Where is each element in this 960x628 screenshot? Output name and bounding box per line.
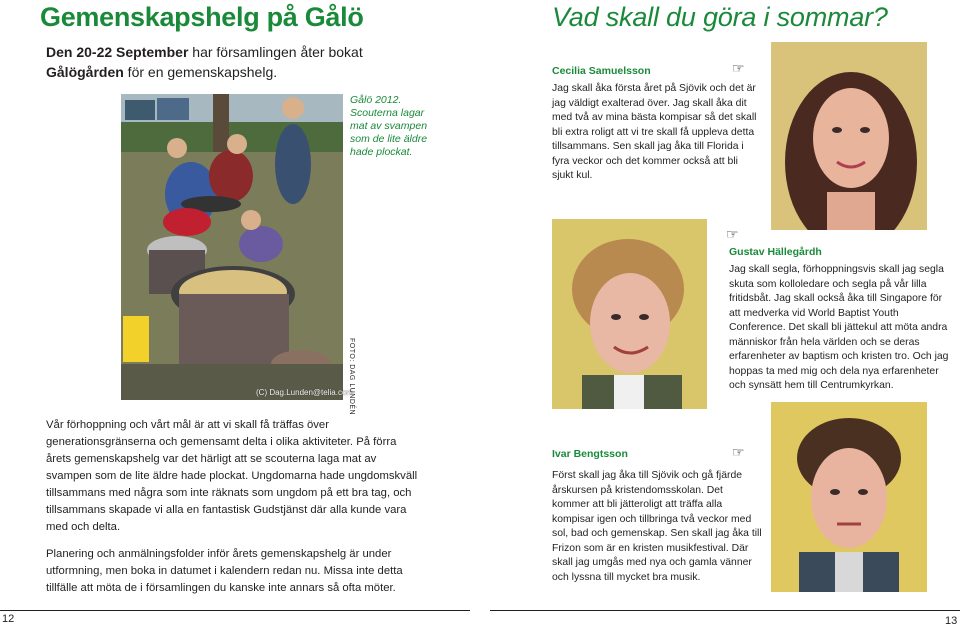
photo-credit: FOTO: DAG LUNDÉN (348, 338, 355, 416)
person-text-ivar: Först skall jag åka till Sjövik och gå fjärde årskursen på kristendomsskolan. Det kommer att bli jätteroligt att träffa alla kompisar igen och tillbringa två veckor med sol, bad och gemenskap. Sen skall jag åka till Frizon som är en kristen musikfestival. Där skall jag umgås med nya och gamla vänner och lyssna till mycket bra musik. (552, 470, 762, 583)
person-name-ivar: Ivar Bengtsson (552, 448, 628, 460)
pointing-hand-icon: ☞ (732, 60, 745, 76)
pointing-hand-icon: ☞ (726, 226, 739, 242)
intro-paragraph (46, 42, 406, 82)
intro-date: Den 20-22 September (46, 44, 189, 60)
photo-watermark: (C) Dag.Lunden@telia.com (256, 388, 354, 397)
right-page-title: Vad skall du göra i sommar? (552, 2, 888, 32)
portrait-ivar (771, 402, 927, 592)
intro-venue: Gålögården (46, 64, 124, 80)
left-footer-rule (0, 610, 470, 611)
intro-text-2: för en gemenskapshelg. (123, 64, 278, 80)
person-name-gustav: Gustav Hällegårdh (729, 246, 822, 258)
right-footer-rule (490, 610, 960, 611)
body-paragraph-1: Vår förhoppning och vårt mål är att vi skall få träffas över generationsgränserna och gemensamt delta i olika aktiviteter. På förra årets gemenskapshelg var det härligt att se scouterna laga mat av svampen som de lite äldre hade plockat. Ungdomarna hade ungdomskväll tillsammans med några som inte räknats som ungdom på ett bra tag, och tillsammans skapade vi alla en fantastisk Gudstjänst där alla kunde vara med och delta. (46, 419, 418, 533)
body-text (46, 417, 424, 607)
intro-text-1: har församlingen åter bokat (188, 44, 363, 60)
portrait-gustav (552, 219, 707, 409)
body-paragraph-2: Planering och anmälningsfolder inför årets gemenskapshelg är under utformning, men boka in datumet i kalendern redan nu. Missa inte detta tillfälle att möta de i församlingen du kanske inte annars så ofta möter. (46, 548, 403, 594)
left-page-title: Gemenskapshelg på Gålö (40, 2, 364, 32)
person-text-cecilia: Jag skall åka första året på Sjövik och det är jag väldigt exalterad över. Jag skall åka dit med två av mina bästa kompisar så det skall bli extra roligt att vi tre skall få uppleva detta tillsammans. Sen skall jag åka till Florida i fyra veckor och det kommer också att bli sjukt kul. (552, 83, 757, 181)
person-name-cecilia: Cecilia Samuelsson (552, 65, 651, 77)
scout-photo-illustration (121, 94, 343, 400)
pointing-hand-icon: ☞ (732, 444, 745, 460)
portrait-cecilia (771, 42, 927, 230)
scout-cooking-photo (121, 94, 343, 400)
page-number-right: 13 (945, 615, 958, 627)
person-text-gustav: Jag skall segla, förhoppningsvis skall jag segla skuta som kolloledare och segla på vår lilla fritidsbåt. Jag skall också åka till Singapore för att medverka vid World Baptist Youth Conference. Det skall bli jättekul att möta andra människor från hela världen och se deras erfarenheter av baptism och kristen tro. Och jag hoppas ta med mig och dela nya erfarenheter och synsätt hem till Centrumkyrkan. (729, 264, 949, 391)
page-number-left: 12 (2, 613, 15, 625)
photo-caption: Gålö 2012. Scouterna lagar mat av svampen som de lite äldre hade plockat. (350, 94, 428, 158)
